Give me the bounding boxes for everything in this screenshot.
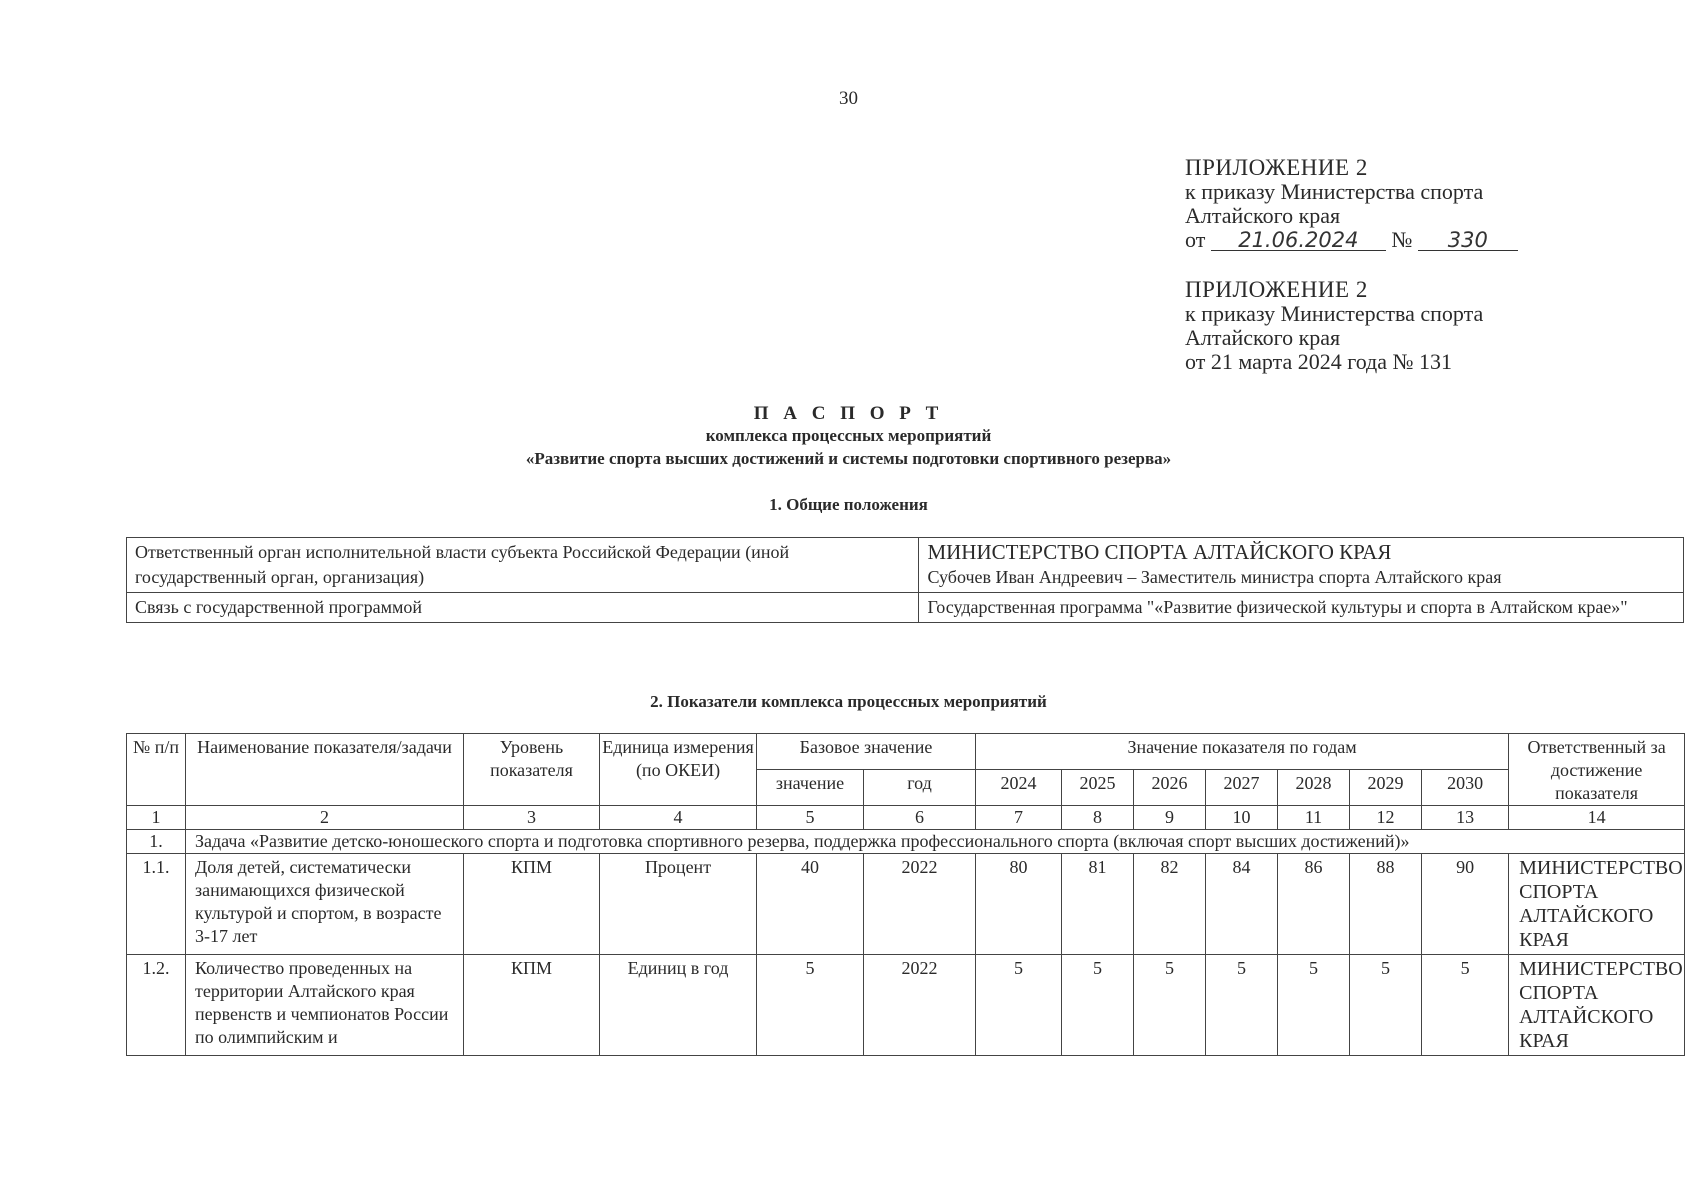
row-responsible: МИНИСТЕРСТВО СПОРТА АЛТАЙСКОГО КРАЯ — [1509, 955, 1685, 1056]
header-year: 2027 — [1206, 770, 1278, 806]
column-number: 4 — [600, 806, 757, 830]
row-value: 5 — [1062, 955, 1134, 1056]
responsible-ministry: МИНИСТЕРСТВО СПОРТА АЛТАЙСКОГО КРАЯ — [927, 540, 1392, 564]
header-year: 2024 — [976, 770, 1062, 806]
table-header-row — [127, 734, 1685, 770]
task-row — [127, 830, 1685, 854]
row-base-year: 2022 — [864, 854, 976, 955]
column-number: 8 — [1062, 806, 1134, 830]
header-level: Уровень показателя — [464, 734, 600, 806]
appendix-current-from-label: от — [1185, 227, 1206, 252]
row-value: 5 — [1422, 955, 1509, 1056]
table-row — [127, 854, 1685, 955]
row-value: 82 — [1134, 854, 1206, 955]
row-value: 84 — [1206, 854, 1278, 955]
appendix-previous-line1: к приказу Министерства спорта — [1185, 301, 1484, 326]
row-name: Доля детей, систематически занимающихся физической культурой и спортом, в возрасте 3-17 лет — [186, 854, 464, 955]
row-value: 5 — [1206, 955, 1278, 1056]
responsible-person: Субочев Иван Андреевич – Заместитель министра спорта Алтайского края — [927, 567, 1502, 587]
header-base-year: год — [864, 770, 976, 806]
row-value: 81 — [1062, 854, 1134, 955]
column-number: 11 — [1278, 806, 1350, 830]
header-year: 2030 — [1422, 770, 1509, 806]
row-name: Количество проведенных на территории Алтайского края первенств и чемпионатов России по олимпийским и — [186, 955, 464, 1056]
column-number: 3 — [464, 806, 600, 830]
row-base-value: 40 — [757, 854, 864, 955]
row-base-year: 2022 — [864, 955, 976, 1056]
row-num: 1.1. — [127, 854, 186, 955]
row-level: КПМ — [464, 955, 600, 1056]
appendix-previous — [1185, 278, 1483, 374]
header-name: Наименование показателя/задачи — [186, 734, 464, 806]
header-by-years: Значение показателя по годам — [976, 734, 1509, 770]
section1-title: 1. Общие положения — [769, 495, 928, 514]
passport-title: П А С П О Р Т — [753, 403, 944, 424]
row-level: КПМ — [464, 854, 600, 955]
general-provisions-table — [126, 537, 1684, 623]
task-text: Задача «Развитие детско-юношеского спорта и подготовка спортивного резерва, поддержка профессионального спорта (включая спорт высших достижений)» — [186, 830, 1685, 854]
column-number: 9 — [1134, 806, 1206, 830]
passport-name: «Развитие спорта высших достижений и системы подготовки спортивного резерва» — [525, 449, 1172, 468]
header-base-value: значение — [757, 770, 864, 806]
task-num: 1. — [127, 830, 186, 854]
table-row — [127, 593, 1684, 623]
row-base-value: 5 — [757, 955, 864, 1056]
appendix-current-number-label: № — [1391, 227, 1413, 252]
general-row-value: Государственная программа "«Развитие физической культуры и спорта в Алтайском крае»" — [919, 593, 1684, 623]
column-number: 1 — [127, 806, 186, 830]
appendix-previous-line3: от 21 марта 2024 года № 131 — [1185, 349, 1453, 374]
appendix-current-line2: Алтайского края — [1185, 203, 1341, 228]
column-numbers-row — [127, 806, 1685, 830]
row-value: 5 — [1278, 955, 1350, 1056]
appendix-previous-line2: Алтайского края — [1185, 325, 1341, 350]
header-responsible: Ответственный за достижение показателя — [1509, 734, 1685, 806]
column-number: 10 — [1206, 806, 1278, 830]
header-year: 2025 — [1062, 770, 1134, 806]
row-unit: Единиц в год — [600, 955, 757, 1056]
section2-title: 2. Показатели комплекса процессных мероприятий — [650, 692, 1047, 711]
indicators-table — [126, 733, 1685, 1056]
header-unit: Единица измерения (по ОКЕИ) — [600, 734, 757, 806]
column-number: 7 — [976, 806, 1062, 830]
row-value: 88 — [1350, 854, 1422, 955]
row-value: 5 — [1134, 955, 1206, 1056]
row-value: 5 — [1350, 955, 1422, 1056]
header-num: № п/п — [127, 734, 186, 806]
general-row-label: Ответственный орган исполнительной власти субъекта Российской Федерации (иной государственный орган, организация) — [127, 538, 919, 593]
row-value: 80 — [976, 854, 1062, 955]
column-number: 6 — [864, 806, 976, 830]
row-num: 1.2. — [127, 955, 186, 1056]
row-value: 90 — [1422, 854, 1509, 955]
appendix-current-date: 21.06.2024 — [1211, 230, 1386, 251]
page-number: 30 — [839, 88, 858, 109]
header-year: 2026 — [1134, 770, 1206, 806]
appendix-current — [1185, 156, 1518, 252]
passport-subtitle: комплекса процессных мероприятий — [705, 426, 992, 445]
column-number: 2 — [186, 806, 464, 830]
general-row-label: Связь с государственной программой — [127, 593, 919, 623]
general-row-value — [919, 538, 1684, 593]
header-year: 2028 — [1278, 770, 1350, 806]
row-unit: Процент — [600, 854, 757, 955]
header-year: 2029 — [1350, 770, 1422, 806]
appendix-current-line1: к приказу Министерства спорта — [1185, 179, 1484, 204]
column-number: 12 — [1350, 806, 1422, 830]
appendix-current-date-line — [1185, 228, 1518, 252]
table-row — [127, 538, 1684, 593]
row-responsible: МИНИСТЕРСТВО СПОРТА АЛТАЙСКОГО КРАЯ — [1509, 854, 1685, 955]
row-value: 5 — [976, 955, 1062, 1056]
appendix-current-heading: ПРИЛОЖЕНИЕ 2 — [1185, 155, 1368, 180]
header-base: Базовое значение — [757, 734, 976, 770]
appendix-previous-heading: ПРИЛОЖЕНИЕ 2 — [1185, 277, 1368, 302]
row-value: 86 — [1278, 854, 1350, 955]
column-number: 13 — [1422, 806, 1509, 830]
column-number: 14 — [1509, 806, 1685, 830]
column-number: 5 — [757, 806, 864, 830]
appendix-current-number: 330 — [1418, 230, 1518, 251]
table-row — [127, 955, 1685, 1056]
